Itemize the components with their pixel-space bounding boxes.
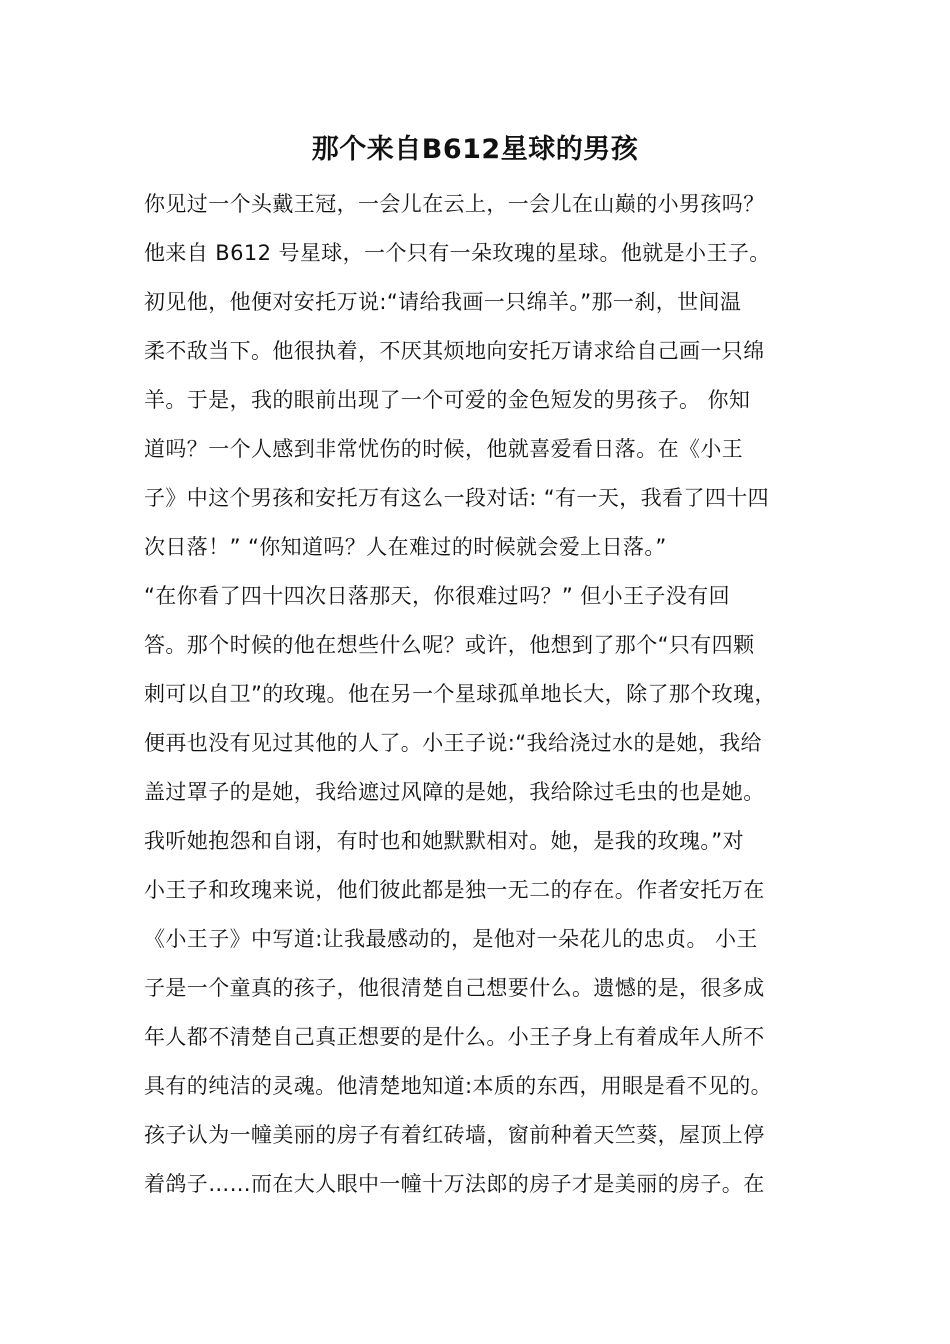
- body-line: 孩子认为一幢美丽的房子有着红砖墙，窗前种着天竺葵，屋顶上停: [144, 1123, 765, 1147]
- body-line: 盖过罩子的是她，我给遮过风障的是她，我给除过毛虫的也是她。: [144, 780, 765, 804]
- body-line: 着鸽子……而在大人眼中一幢十万法郎的房子才是美丽的房子。在: [144, 1172, 765, 1196]
- body-line: 子》中这个男孩和安托万有这么一段对话: “有一天，我看了四十四: [144, 486, 770, 510]
- body-line: “在你看了四十四次日落那天，你很难过吗？” 但小王子没有回: [144, 584, 731, 608]
- body-line: 年人都不清楚自己真正想要的是什么。小王子身上有着成年人所不: [144, 1025, 765, 1049]
- body-line: 小王子和玫瑰来说，他们彼此都是独一无二的存在。作者安托万在: [144, 878, 765, 902]
- body-line: 具有的纯洁的灵魂。他清楚地知道:本质的东西，用眼是看不见的。: [144, 1074, 773, 1098]
- body-line: 柔不敌当下。他很执着，不厌其烦地向安托万请求给自己画一只绵: [144, 339, 765, 363]
- body-line: 道吗？一个人感到非常忧伤的时候，他就喜爱看日落。在《小王: [144, 437, 744, 461]
- body-line: 便再也没有见过其他的人了。小王子说:“我给浇过水的是她，我给: [144, 731, 762, 755]
- document-title: 那个来自B612星球的男孩: [311, 134, 639, 165]
- body-line: 羊。于是，我的眼前出现了一个可爱的金色短发的男孩子。 你知: [144, 388, 751, 412]
- body-line: 次日落！” “你知道吗？人在难过的时候就会爱上日落。”: [144, 535, 667, 559]
- body-line: 初见他，他便对安托万说:“请给我画一只绵羊。”那一刹，世间温: [144, 290, 742, 314]
- body-line: 《小王子》中写道:让我最感动的，是他对一朵花儿的忠贞。 小王: [144, 927, 758, 951]
- body-line: 子是一个童真的孩子，他很清楚自己想要什么。遗憾的是，很多成: [144, 976, 765, 1000]
- document-body: [144, 180, 834, 1209]
- body-line: 他来自 B612 号星球，一个只有一朵玫瑰的星球。他就是小王子。: [144, 241, 771, 265]
- body-line: 答。那个时候的他在想些什么呢？或许，他想到了那个“只有四颗: [144, 633, 755, 657]
- body-line: 刺可以自卫”的玫瑰。他在另一个星球孤单地长大，除了那个玫瑰，: [144, 682, 776, 706]
- body-line: 我听她抱怨和自诩，有时也和她默默相对。她，是我的玫瑰。”对: [144, 829, 744, 853]
- body-line: 你见过一个头戴王冠，一会儿在云上，一会儿在山巅的小男孩吗？: [144, 192, 765, 216]
